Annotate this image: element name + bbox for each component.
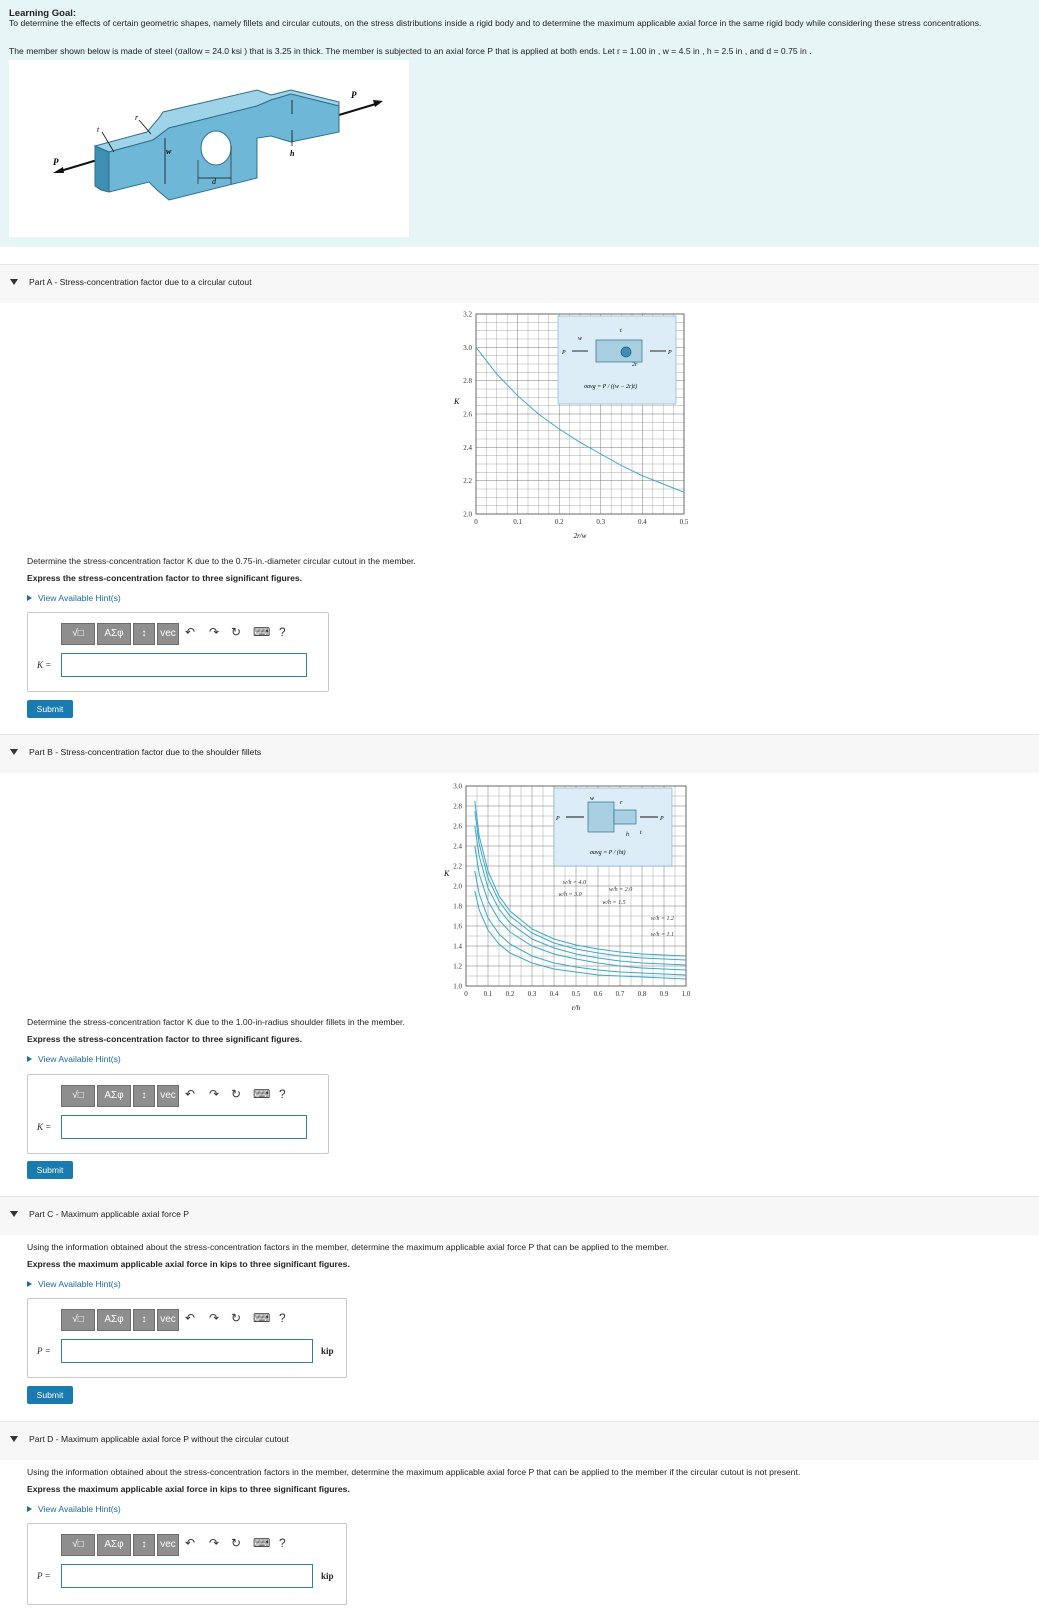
part-d-header[interactable] bbox=[0, 1421, 1039, 1460]
y-tick-label: 2.0 bbox=[453, 882, 462, 891]
greek-symbols-button[interactable]: ΑΣφ bbox=[97, 1534, 131, 1556]
collapse-triangle-icon[interactable] bbox=[10, 1436, 18, 1442]
part-a-input-label: K = bbox=[37, 660, 52, 670]
part-c-answer-input[interactable] bbox=[61, 1339, 313, 1363]
x-tick-label: 0.9 bbox=[659, 990, 669, 998]
reset-icon[interactable]: ↻ bbox=[231, 1536, 242, 1550]
y-tick-label: 3.2 bbox=[463, 310, 472, 319]
keyboard-icon[interactable]: ⌨ bbox=[253, 1087, 271, 1101]
inset-plate-narrow bbox=[614, 810, 636, 824]
x-tick-label: 0.7 bbox=[615, 990, 625, 998]
part-b-answer-box bbox=[27, 1074, 329, 1154]
part-c-instruction-text: Express the maximum applicable axial force in kips to three significant figures. bbox=[27, 1259, 350, 1269]
x-tick-label: 0.2 bbox=[505, 990, 515, 998]
inset-label-w: w bbox=[590, 796, 595, 802]
part-b-input-label: K = bbox=[37, 1122, 52, 1132]
label-p-left: P bbox=[53, 157, 59, 167]
part-c-hints-label: View Available Hint(s) bbox=[38, 1279, 121, 1289]
template-button[interactable]: √□ bbox=[61, 1534, 95, 1556]
learning-goal-text: To determine the effects of certain geometric shapes, namely fillets and circular cutouts, on the stress distributions inside a rigid body and to determine the maximum applicable axial force in the same rigid body while considering these stress concentrations. bbox=[9, 18, 982, 28]
part-c-title: Part C - Maximum applicable axial force P bbox=[29, 1209, 189, 1219]
y-tick-label: 1.4 bbox=[453, 942, 462, 951]
inset-label-p-left: P bbox=[556, 816, 560, 822]
label-t: t bbox=[97, 125, 100, 134]
y-tick-label: 2.8 bbox=[463, 377, 472, 386]
greek-symbols-button[interactable]: ΑΣφ bbox=[97, 1085, 131, 1107]
y-tick-label: 2.8 bbox=[453, 802, 462, 811]
part-c-answer-box bbox=[27, 1298, 347, 1378]
part-a-submit-button[interactable]: Submit bbox=[27, 700, 73, 718]
y-tick-label: 2.0 bbox=[463, 510, 472, 519]
keyboard-icon[interactable]: ⌨ bbox=[253, 625, 271, 639]
y-axis-label: K bbox=[444, 869, 450, 878]
inset-formula: σavg = P / ((w − 2r)t) bbox=[584, 384, 637, 390]
member-side-face bbox=[95, 146, 109, 192]
subscript-button[interactable]: ↕ bbox=[133, 1534, 155, 1556]
curve-label: w/h = 1.5 bbox=[602, 900, 626, 906]
x-tick-label: 0.6 bbox=[593, 990, 603, 998]
reset-icon[interactable]: ↻ bbox=[231, 625, 242, 639]
vector-button[interactable]: vec bbox=[157, 1085, 179, 1107]
part-d-hints-label: View Available Hint(s) bbox=[38, 1504, 121, 1514]
part-b-instruction-text: Express the stress-concentration factor to three significant figures. bbox=[27, 1034, 303, 1044]
chart-1-inset bbox=[558, 316, 676, 404]
inset-plate bbox=[596, 340, 642, 362]
part-c-question: Using the information obtained about the stress-concentration factors in the member, determine the maximum applicable axial force P that can be applied to the member. bbox=[27, 1242, 669, 1252]
redo-icon[interactable]: ↷ bbox=[209, 1087, 220, 1101]
help-icon[interactable]: ? bbox=[279, 1536, 286, 1550]
x-tick-label: 0.3 bbox=[596, 518, 606, 526]
inset-label-p-right: P bbox=[668, 350, 672, 356]
inset-label-h: h bbox=[626, 832, 629, 838]
label-d: d bbox=[212, 177, 216, 186]
collapse-triangle-icon[interactable] bbox=[10, 279, 18, 285]
y-tick-label: 1.6 bbox=[453, 922, 462, 931]
curve-label: w/h = 4.0 bbox=[562, 880, 587, 886]
x-tick-label: 0.4 bbox=[638, 518, 647, 526]
y-tick-label: 3.0 bbox=[463, 343, 472, 352]
keyboard-icon[interactable]: ⌨ bbox=[253, 1311, 271, 1325]
y-tick-label: 1.0 bbox=[453, 982, 462, 991]
x-tick-label: 0.5 bbox=[571, 990, 581, 998]
x-tick-label: 0 bbox=[474, 518, 478, 526]
y-tick-label: 2.4 bbox=[453, 842, 462, 851]
part-b-instruction bbox=[27, 1034, 302, 1044]
x-axis-label: 2r/w bbox=[573, 532, 587, 540]
label-h: h bbox=[290, 149, 295, 158]
y-tick-label: 2.2 bbox=[453, 862, 462, 871]
vector-button[interactable]: vec bbox=[157, 623, 179, 645]
part-d-answer-input[interactable] bbox=[61, 1564, 313, 1588]
part-b-hints-link[interactable] bbox=[27, 1054, 121, 1064]
part-d-hints-link[interactable] bbox=[27, 1504, 121, 1514]
keyboard-icon[interactable]: ⌨ bbox=[253, 1536, 271, 1550]
x-tick-label: 0.4 bbox=[549, 990, 559, 998]
reset-icon[interactable]: ↻ bbox=[231, 1087, 242, 1101]
part-d-instruction-text: Express the maximum applicable axial force in kips to three significant figures. bbox=[27, 1484, 350, 1494]
collapse-triangle-icon[interactable] bbox=[10, 1211, 18, 1217]
inset-hole bbox=[621, 347, 631, 357]
y-tick-label: 2.6 bbox=[463, 410, 472, 419]
x-tick-label: 0.8 bbox=[637, 990, 647, 998]
redo-icon[interactable]: ↷ bbox=[209, 1536, 220, 1550]
x-tick-label: 0.1 bbox=[513, 518, 522, 526]
part-a-title: Part A - Stress-concentration factor due to a circular cutout bbox=[29, 277, 252, 287]
y-tick-label: 2.2 bbox=[463, 477, 472, 486]
x-axis-label: r/h bbox=[571, 1004, 581, 1012]
force-arrowhead-right bbox=[373, 100, 383, 107]
help-icon[interactable]: ? bbox=[279, 1311, 286, 1325]
chart-2-svg bbox=[444, 780, 710, 1020]
learning-goal-title: Learning Goal: bbox=[9, 8, 77, 19]
reset-icon[interactable]: ↻ bbox=[231, 1311, 242, 1325]
help-icon[interactable]: ? bbox=[279, 625, 286, 639]
part-a-hints-label: View Available Hint(s) bbox=[38, 593, 121, 603]
template-button[interactable]: √□ bbox=[61, 623, 95, 645]
curve-label: w/h = 1.1 bbox=[650, 932, 675, 938]
curve-label: w/h = 2.0 bbox=[609, 887, 633, 893]
part-c-input-label: P = bbox=[37, 1346, 51, 1356]
part-a-question: Determine the stress-concentration factor K due to the 0.75-in.-diameter circular cutout in the member. bbox=[27, 556, 416, 566]
chart-circular-cutout bbox=[454, 310, 720, 552]
part-b-submit-button[interactable]: Submit bbox=[27, 1161, 73, 1179]
chart-shoulder-fillets bbox=[444, 780, 710, 1020]
part-a-hints-link[interactable] bbox=[27, 593, 121, 603]
collapse-triangle-icon[interactable] bbox=[10, 749, 18, 755]
curve-label: w/h = 3.0 bbox=[558, 892, 582, 898]
y-axis-label: K bbox=[454, 397, 460, 406]
x-tick-label: 1.0 bbox=[681, 990, 691, 998]
y-tick-label: 1.2 bbox=[453, 962, 462, 971]
inset-formula: σavg = P / (ht) bbox=[590, 850, 626, 856]
part-a-answer-box bbox=[27, 612, 329, 692]
undo-icon[interactable]: ↶ bbox=[185, 625, 196, 639]
undo-icon[interactable]: ↶ bbox=[185, 1311, 196, 1325]
help-icon[interactable]: ? bbox=[279, 1087, 286, 1101]
label-p-right: P bbox=[351, 90, 357, 100]
part-a-answer-input[interactable] bbox=[61, 653, 307, 677]
expand-arrow-icon bbox=[27, 595, 32, 601]
part-b-title: Part B - Stress-concentration factor due to the shoulder fillets bbox=[29, 747, 262, 757]
part-b-hints-label: View Available Hint(s) bbox=[38, 1054, 121, 1064]
part-d-title: Part D - Maximum applicable axial force P without the circular cutout bbox=[29, 1434, 289, 1444]
part-a-instruction-text: Express the stress-concentration factor to three significant figures. bbox=[27, 573, 303, 583]
part-b-answer-input[interactable] bbox=[61, 1115, 307, 1139]
part-b-header[interactable] bbox=[0, 734, 1039, 773]
undo-icon[interactable]: ↶ bbox=[185, 1087, 196, 1101]
template-button[interactable]: √□ bbox=[61, 1085, 95, 1107]
template-button[interactable]: √□ bbox=[61, 1309, 95, 1331]
part-a-header[interactable] bbox=[0, 264, 1039, 303]
greek-symbols-button[interactable]: ΑΣφ bbox=[97, 623, 131, 645]
x-tick-label: 0.1 bbox=[483, 990, 493, 998]
part-d-unit: kip bbox=[321, 1571, 334, 1581]
inset-label-r: r bbox=[620, 800, 623, 806]
member-description: The member shown below is made of steel (σallow = 24.0 ksi ) that is 3.25 in thick. The member is subjected to an axial force P that is applied at both ends. Let r = 1.00 in , w = 4.5 in , h = 2.5 in , and d = 0.75 in . bbox=[9, 46, 812, 56]
redo-icon[interactable]: ↷ bbox=[209, 625, 220, 639]
label-w: w bbox=[166, 147, 172, 156]
y-tick-label: 2.4 bbox=[463, 443, 472, 452]
subscript-button[interactable]: ↕ bbox=[133, 1309, 155, 1331]
inset-label-w: w bbox=[578, 336, 583, 342]
dimension-r bbox=[139, 120, 151, 134]
inset-label-t: t bbox=[620, 328, 622, 334]
part-b-question: Determine the stress-concentration factor K due to the 1.00-in-radius shoulder fillets in the member. bbox=[27, 1017, 405, 1027]
expand-arrow-icon bbox=[27, 1281, 32, 1287]
expand-arrow-icon bbox=[27, 1506, 32, 1512]
redo-icon[interactable]: ↷ bbox=[209, 1311, 220, 1325]
circular-cutout bbox=[201, 131, 231, 165]
part-a-instruction bbox=[27, 573, 302, 583]
x-tick-label: 0.5 bbox=[679, 518, 689, 526]
undo-icon[interactable]: ↶ bbox=[185, 1536, 196, 1550]
member-figure bbox=[9, 60, 409, 237]
label-r: r bbox=[135, 113, 139, 122]
x-tick-label: 0.2 bbox=[554, 518, 564, 526]
part-c-unit: kip bbox=[321, 1346, 334, 1356]
inset-label-2r: 2r bbox=[632, 362, 638, 368]
inset-label-p-right: P bbox=[660, 816, 664, 822]
part-d-instruction bbox=[27, 1484, 350, 1494]
force-arrowhead-left bbox=[53, 167, 64, 173]
inset-plate-wide bbox=[588, 802, 614, 832]
chart-2-inset bbox=[554, 788, 672, 866]
part-d-question: Using the information obtained about the stress-concentration factors in the member, determine the maximum applicable axial force P that can be applied to the member if the circular cutout is not present. bbox=[27, 1467, 801, 1477]
subscript-button[interactable]: ↕ bbox=[133, 1085, 155, 1107]
part-c-instruction bbox=[27, 1259, 350, 1269]
greek-symbols-button[interactable]: ΑΣφ bbox=[97, 1309, 131, 1331]
expand-arrow-icon bbox=[27, 1056, 32, 1062]
y-tick-label: 2.6 bbox=[453, 822, 462, 831]
y-tick-label: 3.0 bbox=[453, 782, 462, 791]
inset-label-p-left: P bbox=[562, 350, 566, 356]
chart-1-svg bbox=[454, 310, 720, 552]
part-d-input-label: P = bbox=[37, 1571, 51, 1581]
x-tick-label: 0.3 bbox=[527, 990, 537, 998]
x-tick-label: 0 bbox=[464, 990, 468, 998]
vector-button[interactable]: vec bbox=[157, 1534, 179, 1556]
curve-label: w/h = 1.2 bbox=[650, 916, 675, 922]
part-c-submit-button[interactable]: Submit bbox=[27, 1386, 73, 1404]
subscript-button[interactable]: ↕ bbox=[133, 623, 155, 645]
force-arrow-right bbox=[339, 103, 379, 115]
part-c-hints-link[interactable] bbox=[27, 1279, 121, 1289]
inset-label-t: t bbox=[640, 830, 642, 836]
part-c-header[interactable] bbox=[0, 1196, 1039, 1235]
member-illustration bbox=[9, 60, 409, 237]
part-d-answer-box bbox=[27, 1523, 347, 1605]
y-tick-label: 1.8 bbox=[453, 902, 462, 911]
vector-button[interactable]: vec bbox=[157, 1309, 179, 1331]
